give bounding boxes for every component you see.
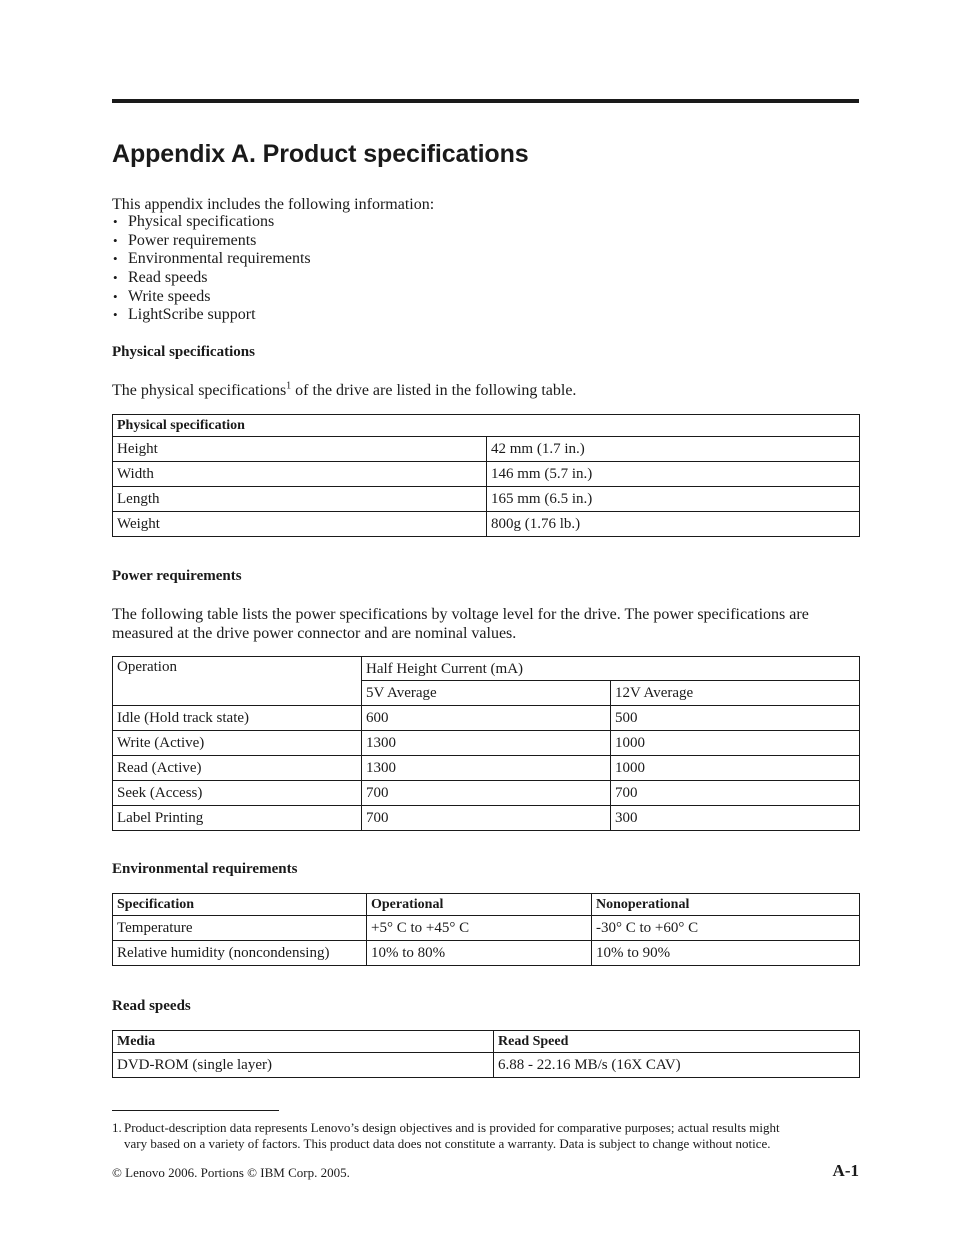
table-header: Operational (367, 894, 592, 916)
footnote (112, 1120, 859, 1151)
intro-text: This appendix includes the following information: (112, 196, 435, 213)
list-item: • Read speeds (112, 269, 311, 288)
table-row (113, 462, 860, 487)
table-header-row (113, 415, 860, 437)
footnote-ref: 1 (286, 380, 292, 392)
power-table (112, 656, 860, 831)
table-header: Operation (113, 657, 362, 706)
table-cell: Write (Active) (113, 731, 362, 756)
table-row (113, 806, 860, 831)
header-rule (112, 99, 859, 103)
table-row (113, 706, 860, 731)
footnote-text: Product-description data represents Lenovo’s design objectives and is provided for comparative purposes; actual results might (124, 1120, 780, 1135)
table-cell: 165 mm (6.5 in.) (487, 487, 860, 512)
table-cell: Seek (Access) (113, 781, 362, 806)
table-cell: 700 (611, 781, 860, 806)
environmental-heading: Environmental requirements (112, 861, 298, 877)
table-cell: 300 (611, 806, 860, 831)
table-header: Media (113, 1031, 494, 1053)
table-cell: 700 (362, 781, 611, 806)
table-cell: 42 mm (1.7 in.) (487, 437, 860, 462)
table-row (113, 941, 860, 966)
table-cell: 800g (1.76 lb.) (487, 512, 860, 537)
table-header: 5V Average (362, 681, 611, 706)
table-cell: Height (113, 437, 487, 462)
physical-heading: Physical specifications (112, 344, 255, 360)
table-header-row (113, 657, 860, 681)
table-cell: DVD-ROM (single layer) (113, 1053, 494, 1078)
table-cell: Idle (Hold track state) (113, 706, 362, 731)
table-row (113, 1053, 860, 1078)
footnote-text: vary based on a variety of factors. This product data does not constitute a warranty. Data is subject to change without notice. (124, 1135, 771, 1151)
table-row (113, 781, 860, 806)
table-header-row (113, 1031, 860, 1053)
table-cell: Relative humidity (noncondensing) (113, 941, 367, 966)
table-cell: 1000 (611, 756, 860, 781)
table-row (113, 756, 860, 781)
table-cell: 10% to 80% (367, 941, 592, 966)
page-title: Appendix A. Product specifications (112, 140, 529, 168)
table-cell: 146 mm (5.7 in.) (487, 462, 860, 487)
table-cell: Width (113, 462, 487, 487)
contents-list (112, 213, 311, 325)
table-cell: 500 (611, 706, 860, 731)
table-cell: 10% to 90% (592, 941, 860, 966)
table-cell: 1300 (362, 731, 611, 756)
table-cell: 600 (362, 706, 611, 731)
table-cell: Length (113, 487, 487, 512)
list-item: • Environmental requirements (112, 250, 311, 269)
read-speeds-heading: Read speeds (112, 998, 191, 1014)
environmental-table (112, 893, 860, 966)
read-speeds-table (112, 1030, 860, 1078)
list-item: • Power requirements (112, 232, 311, 251)
physical-intro: The physical specifications$^1$ of the drive are listed in the following table. (112, 380, 577, 399)
table-header-row (113, 894, 860, 916)
power-heading: Power requirements (112, 568, 242, 584)
footnote-rule (112, 1110, 279, 1111)
list-item: • LightScribe support (112, 306, 311, 325)
footnote-number: 1. (112, 1120, 122, 1135)
table-header: Half Height Current (mA) (362, 657, 860, 681)
list-item: • Physical specifications (112, 213, 311, 232)
table-header: Specification (113, 894, 367, 916)
table-cell: 1000 (611, 731, 860, 756)
table-cell: Read (Active) (113, 756, 362, 781)
table-header: Read Speed (494, 1031, 860, 1053)
table-row (113, 731, 860, 756)
power-intro: The following table lists the power specifications by voltage level for the drive. The power specifications are measured at the drive power connector and are nominal values. (112, 606, 809, 642)
table-cell: 6.88 - 22.16 MB/s (16X CAV) (494, 1053, 860, 1078)
table-cell: +5° C to +45° C (367, 916, 592, 941)
table-cell: Weight (113, 512, 487, 537)
table-cell: -30° C to +60° C (592, 916, 860, 941)
table-header: 12V Average (611, 681, 860, 706)
page-number: A-1 (832, 1161, 859, 1180)
table-row (113, 437, 860, 462)
table-cell: Label Printing (113, 806, 362, 831)
table-cell: Temperature (113, 916, 367, 941)
table-row (113, 487, 860, 512)
table-row (113, 512, 860, 537)
table-cell: 1300 (362, 756, 611, 781)
table-cell: 700 (362, 806, 611, 831)
list-item: • Write speeds (112, 288, 311, 307)
copyright: © Lenovo 2006. Portions © IBM Corp. 2005. (112, 1165, 350, 1180)
table-header: Nonoperational (592, 894, 860, 916)
table-row (113, 916, 860, 941)
physical-table (112, 414, 860, 537)
table-header: Physical specification (113, 415, 860, 437)
